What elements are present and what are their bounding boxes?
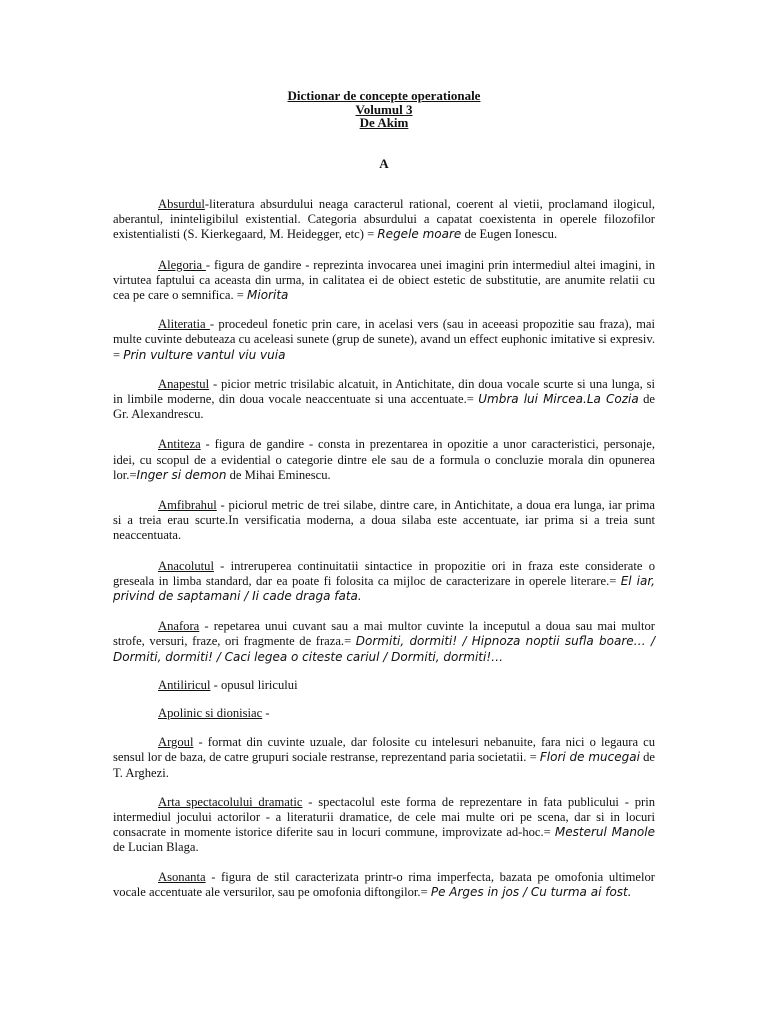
entry-term: Apolinic si dionisiac <box>158 706 263 721</box>
dictionary-entry <box>113 870 655 900</box>
entries-list <box>113 197 655 900</box>
dictionary-entry <box>113 619 655 665</box>
entry-author: de Gr. Alexandrescu. <box>113 392 655 422</box>
entry-example: Flori de mucegai <box>539 750 640 765</box>
entry-definition: - figura de gandire - reprezinta invocarea unei imagini prin intermediul altei imagini, in virtutea faptului ca aceasta din urma, in calitatea ei de obiect estetic de substitutie, are anumite relatii cu cea pe care o semnifica. = <box>113 257 655 302</box>
entry-definition: - format din cuvinte uzuale, dar folosite cu intelesuri nebanuite, fara nici o legaura cu sensul lor de baza, de catre grupuri sociale restranse, reprezentand paria societatii. = <box>113 735 655 765</box>
dictionary-entry <box>113 706 655 721</box>
entry-term: Amfibrahul <box>158 498 217 513</box>
dictionary-entry <box>113 258 655 304</box>
entry-author: de Mihai Eminescu. <box>226 467 331 482</box>
entry-example: Inger si demon <box>136 467 227 482</box>
entry-term: Anafora <box>158 619 200 634</box>
entry-example: Regele moare <box>377 227 462 242</box>
entry-author: de T. Arghezi. <box>113 750 655 780</box>
entry-author: de Eugen Ionescu. <box>461 227 558 242</box>
entry-term: Antiteza <box>158 437 201 452</box>
entry-example: Mesterul Manole <box>554 825 655 840</box>
entry-example: El iar, privind de saptamani / Ii cade draga fata. <box>113 573 655 604</box>
entry-definition: -literatura absurdului neaga caracterul rational, coerent al vietii, proclamand ilogicul, aberantul, ininteligibilul existential. Categoria absurdului a capatat coexistenta in operele filozofilor existentialisti (S. Kierkegaard, M. Heidegger, etc) = <box>113 196 655 242</box>
entry-definition: - <box>262 706 270 721</box>
dictionary-entry <box>113 498 655 544</box>
dictionary-entry <box>113 559 655 605</box>
entry-author: de Lucian Blaga. <box>113 840 199 855</box>
entry-term: Asonanta <box>158 869 206 884</box>
entry-definition: - repetarea unui cuvant sau a mai multor cuvinte la inceputul a doua sau mai multor strofe, versuri, fraze, ori fragmente de fraza.= <box>113 619 655 649</box>
entry-example: Prin vulture vantul viu vuia <box>123 347 286 362</box>
entry-definition: - procedeul fonetic prin care, in acelasi vers (sau in aceeasi propozitie sau fraza), mai multe cuvinte debuteaza cu aceleasi sunete (grup de sunete), avand un effect euphonic imitative si expresiv. = <box>113 317 655 362</box>
entry-term: Argoul <box>158 735 194 750</box>
dictionary-entry <box>113 317 655 363</box>
entry-example: Miorita <box>247 288 289 302</box>
entry-term: Arta spectacolului dramatic <box>158 794 303 809</box>
document-title: Dictionar de concepte operationale <box>287 88 481 103</box>
entry-term: Anacolutul <box>158 558 214 573</box>
entry-term: Anapestul <box>158 376 210 391</box>
document-page <box>113 89 655 900</box>
dictionary-entry <box>113 678 655 693</box>
entry-definition: - figura de gandire - consta in prezentarea in opozitie a unor caracteristici, personaje, idei, cu scopul de a evidential o categorie dintre ele sau de a formula o concluzie morala din opunerea lor.= <box>113 437 655 482</box>
dictionary-entry <box>113 437 655 483</box>
entry-example: Dormiti, dormiti! / Hipnoza noptii sufla boare… / Dormiti, dormiti! / Caci legea o citeste cariul / Dormiti, dormiti!… <box>113 634 655 664</box>
entry-example: Pe Arges in jos / Cu turma ai fost. <box>430 884 632 899</box>
document-header <box>113 89 655 130</box>
dictionary-entry <box>113 795 655 856</box>
entry-definition: - picior metric trisilabic alcatuit, in Antichitate, din doua vocale scurte si una lunga, si in limbile moderne, din doua vocale neaccentuate si una accentuate.= <box>113 376 655 407</box>
entry-example: Umbra lui Mircea.La Cozia <box>478 392 639 407</box>
entry-term: Aliteratia <box>158 317 210 332</box>
section-letter: A <box>379 155 389 171</box>
entry-definition: - intreruperea continuitatii sintactice in propozitie ori in fraza este considerate o greseala in limba standard, dar ea poate fi folosita ca mijloc de caracterizare in operele literare.= <box>113 558 655 588</box>
dictionary-entry <box>113 197 655 243</box>
author-label: De Akim <box>359 115 409 131</box>
entry-term: Alegoria <box>158 257 206 272</box>
entry-definition: - figura de stil caracterizata printr-o rima imperfecta, bazata pe omofonia ultimelor vocale accentuate ale versurilor, sau pe omofonia diftongilor.= <box>113 869 655 899</box>
dictionary-entry <box>113 377 655 423</box>
entry-definition: - opusul liricului <box>210 677 298 692</box>
entry-term: Absurdul <box>158 196 205 211</box>
entry-definition: - piciorul metric de trei silabe, dintre care, in Antichitate, a doua era lunga, iar prima si a treia erau scurte.In versificatia moderna, a doua silaba este accentuate, iar prima si a treia sunt neaccentuata. <box>113 498 655 543</box>
entry-term: Antiliricul <box>158 677 211 692</box>
entry-definition: - spectacolul este forma de reprezentare in fata publicului - prin intermediul jocului actorilor - a literaturii dramatice, de cele mai multe ori pe scena, dar si in locuri consacrate in momente istorice diferite sau in locuri commune, improvizate ad-hoc.= <box>113 794 655 840</box>
volume-label: Volumul 3 <box>355 101 413 117</box>
dictionary-entry <box>113 735 655 781</box>
